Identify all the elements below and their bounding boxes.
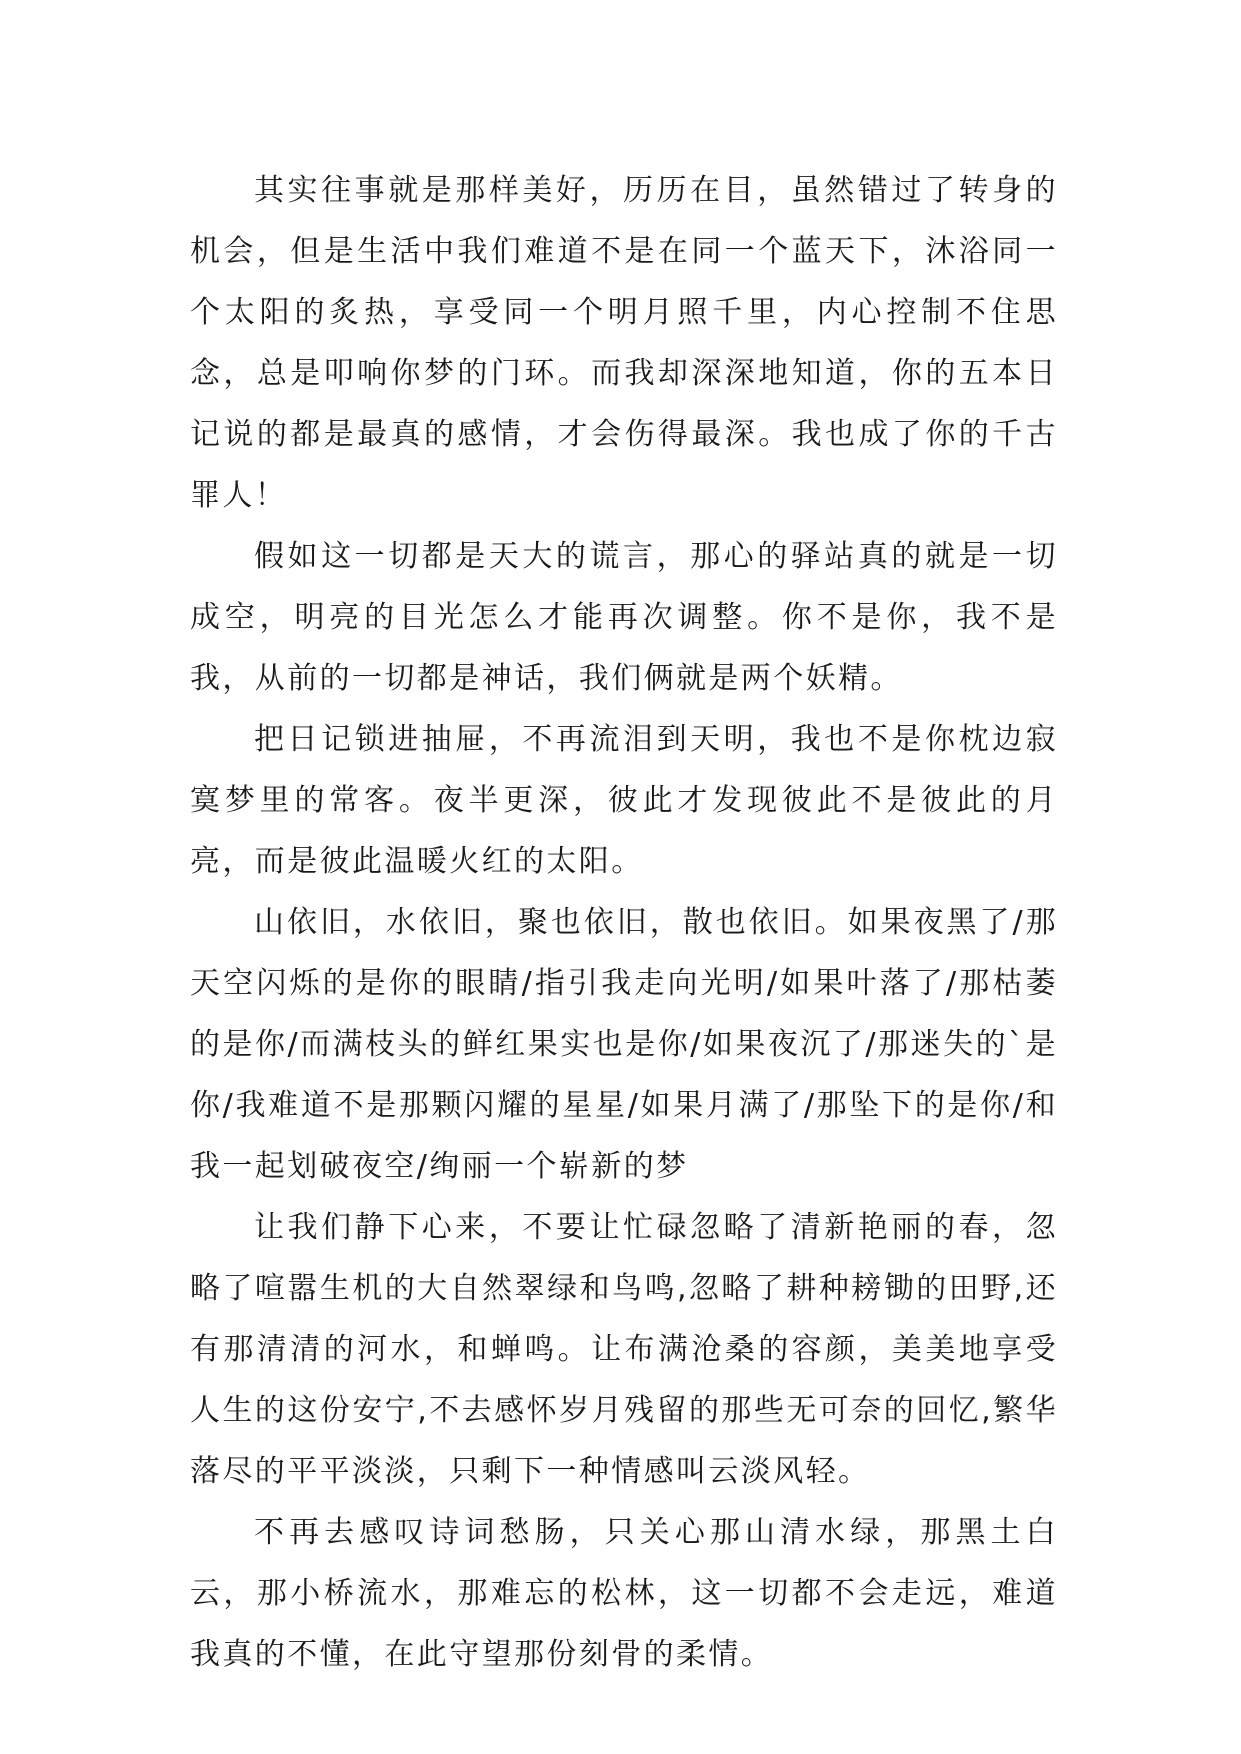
body-text: [190, 160, 1058, 1685]
paragraph-5: 让我们静下心来，不要让忙碌忽略了清新艳丽的春，忽略了喧嚣生机的大自然翠绿和鸟鸣,忽略了耕种耪锄的田野,还有那清清的河水，和蝉鸣。让布满沧桑的容颜，美美地享受人生的这份安宁,不去感怀岁月残留的那些无可奈的回忆,繁华落尽的平平淡淡，只剩下一种情感叫云淡风轻。: [190, 1210, 1058, 1489]
paragraph-1: 其实往事就是那样美好，历历在目，虽然错过了转身的机会，但是生活中我们难道不是在同一个蓝天下，沐浴同一个太阳的炙热，享受同一个明月照千里，内心控制不住思念，总是叩响你梦的门环。而我却深深地知道，你的五本日记说的都是最真的感情，才会伤得最深。我也成了你的千古罪人！: [190, 173, 1058, 513]
paragraph-6: 不再去感叹诗词愁肠，只关心那山清水绿，那黑土白云，那小桥流水，那难忘的松林，这一切都不会走远，难道我真的不懂，在此守望那份刻骨的柔情。: [190, 1515, 1058, 1672]
paragraph-4: 山依旧，水依旧，聚也依旧，散也依旧。如果夜黑了/那天空闪烁的是你的眼睛/指引我走向光明/如果叶落了/那枯萎的是你/而满枝头的鲜红果实也是你/如果夜沉了/那迷失的`是你/我难道不是那颗闪耀的星星/如果月满了/那坠下的是你/和我一起划破夜空/绚丽一个崭新的梦: [190, 905, 1058, 1184]
paragraph-3: 把日记锁进抽屉，不再流泪到天明，我也不是你枕边寂寞梦里的常客。夜半更深，彼此才发现彼此不是彼此的月亮，而是彼此温暖火红的太阳。: [190, 722, 1058, 879]
paragraph-2: 假如这一切都是天大的谎言，那心的驿站真的就是一切成空，明亮的目光怎么才能再次调整。你不是你，我不是我，从前的一切都是神话，我们俩就是两个妖精。: [190, 539, 1058, 696]
